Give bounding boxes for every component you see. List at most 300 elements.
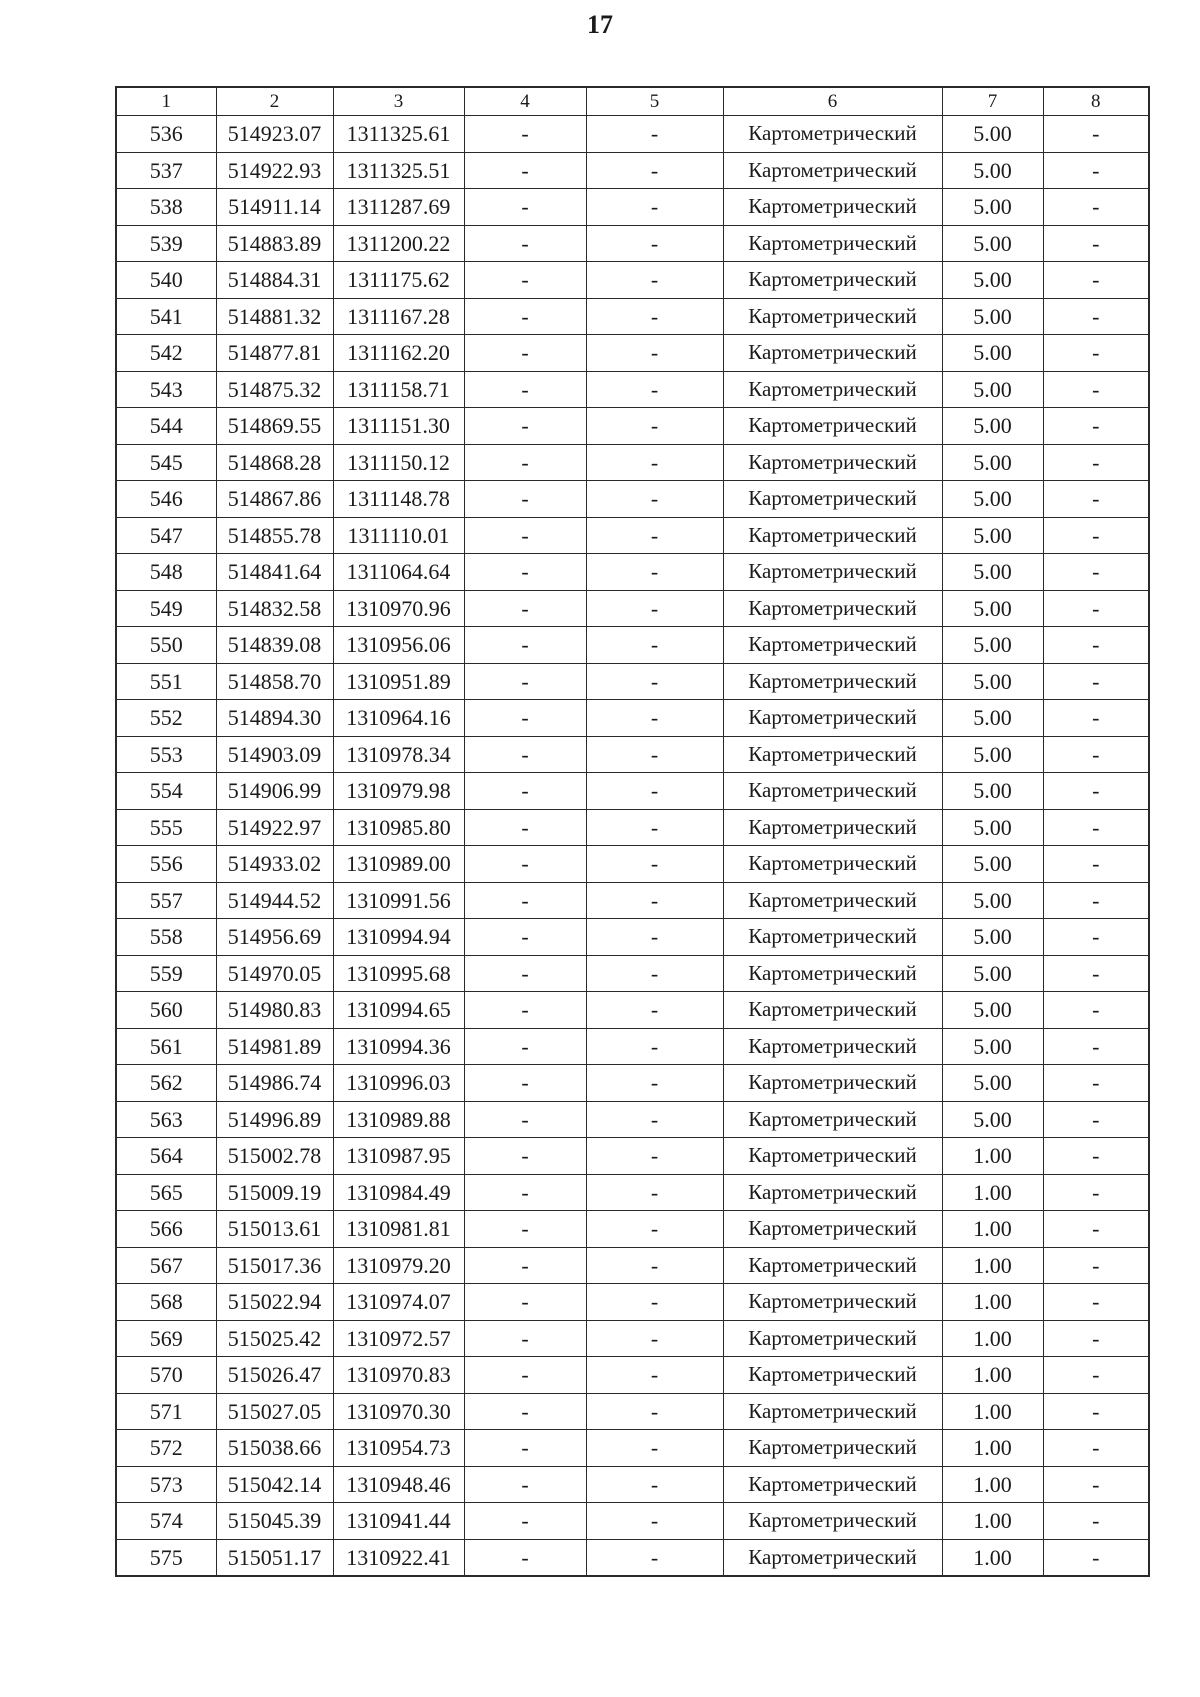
accuracy-cell: 5.00: [942, 590, 1043, 627]
x-coordinate-cell: 515027.05: [216, 1393, 333, 1430]
col5-cell: -: [586, 262, 723, 299]
col8-cell: -: [1043, 1174, 1149, 1211]
method-cell: Картометрический: [723, 1357, 942, 1394]
x-coordinate-cell: 514894.30: [216, 700, 333, 737]
accuracy-cell: 5.00: [942, 189, 1043, 226]
col8-cell: -: [1043, 1028, 1149, 1065]
table-row: [116, 1138, 1149, 1175]
point-number-cell: 562: [116, 1065, 216, 1102]
point-number-cell: 547: [116, 517, 216, 554]
col4-cell: -: [464, 1320, 586, 1357]
col4-cell: -: [464, 1357, 586, 1394]
accuracy-cell: 5.00: [942, 335, 1043, 372]
col5-cell: -: [586, 408, 723, 445]
accuracy-cell: 1.00: [942, 1211, 1043, 1248]
column-header: 2: [216, 87, 333, 116]
col5-cell: -: [586, 919, 723, 956]
col4-cell: -: [464, 335, 586, 372]
col8-cell: -: [1043, 992, 1149, 1029]
col4-cell: -: [464, 444, 586, 481]
accuracy-cell: 1.00: [942, 1174, 1043, 1211]
accuracy-cell: 5.00: [942, 846, 1043, 883]
accuracy-cell: 5.00: [942, 225, 1043, 262]
table-row: [116, 663, 1149, 700]
col8-cell: -: [1043, 663, 1149, 700]
table-row: [116, 992, 1149, 1029]
accuracy-cell: 1.00: [942, 1320, 1043, 1357]
table-row: [116, 627, 1149, 664]
point-number-cell: 554: [116, 773, 216, 810]
col4-cell: -: [464, 225, 586, 262]
point-number-cell: 573: [116, 1466, 216, 1503]
table-row: [116, 882, 1149, 919]
col5-cell: -: [586, 1065, 723, 1102]
accuracy-cell: 5.00: [942, 627, 1043, 664]
method-cell: Картометрический: [723, 1028, 942, 1065]
method-cell: Картометрический: [723, 262, 942, 299]
col8-cell: -: [1043, 262, 1149, 299]
y-coordinate-cell: 1311064.64: [333, 554, 464, 591]
x-coordinate-cell: 515009.19: [216, 1174, 333, 1211]
x-coordinate-cell: 514884.31: [216, 262, 333, 299]
table-row: [116, 371, 1149, 408]
method-cell: Картометрический: [723, 444, 942, 481]
y-coordinate-cell: 1311110.01: [333, 517, 464, 554]
col4-cell: -: [464, 663, 586, 700]
method-cell: Картометрический: [723, 152, 942, 189]
method-cell: Картометрический: [723, 1503, 942, 1540]
col4-cell: -: [464, 189, 586, 226]
accuracy-cell: 1.00: [942, 1247, 1043, 1284]
col4-cell: -: [464, 1028, 586, 1065]
accuracy-cell: 5.00: [942, 736, 1043, 773]
y-coordinate-cell: 1310972.57: [333, 1320, 464, 1357]
col4-cell: -: [464, 298, 586, 335]
col5-cell: -: [586, 846, 723, 883]
x-coordinate-cell: 514832.58: [216, 590, 333, 627]
method-cell: Картометрический: [723, 481, 942, 518]
method-cell: Картометрический: [723, 846, 942, 883]
y-coordinate-cell: 1311158.71: [333, 371, 464, 408]
col5-cell: -: [586, 1174, 723, 1211]
accuracy-cell: 5.00: [942, 955, 1043, 992]
col5-cell: -: [586, 1247, 723, 1284]
accuracy-cell: 5.00: [942, 773, 1043, 810]
col5-cell: -: [586, 809, 723, 846]
method-cell: Картометрический: [723, 225, 942, 262]
col8-cell: -: [1043, 1138, 1149, 1175]
point-number-cell: 564: [116, 1138, 216, 1175]
col8-cell: -: [1043, 1320, 1149, 1357]
table-row: [116, 335, 1149, 372]
col8-cell: -: [1043, 1247, 1149, 1284]
method-cell: Картометрический: [723, 1284, 942, 1321]
col8-cell: -: [1043, 371, 1149, 408]
accuracy-cell: 5.00: [942, 554, 1043, 591]
y-coordinate-cell: 1310970.83: [333, 1357, 464, 1394]
method-cell: Картометрический: [723, 116, 942, 153]
col5-cell: -: [586, 882, 723, 919]
method-cell: Картометрический: [723, 1466, 942, 1503]
table-row: [116, 1065, 1149, 1102]
accuracy-cell: 1.00: [942, 1430, 1043, 1467]
x-coordinate-cell: 515013.61: [216, 1211, 333, 1248]
col8-cell: -: [1043, 1284, 1149, 1321]
col4-cell: -: [464, 481, 586, 518]
point-number-cell: 566: [116, 1211, 216, 1248]
x-coordinate-cell: 514855.78: [216, 517, 333, 554]
x-coordinate-cell: 515045.39: [216, 1503, 333, 1540]
method-cell: Картометрический: [723, 663, 942, 700]
table-header-row: [116, 87, 1149, 116]
col8-cell: -: [1043, 882, 1149, 919]
table-row: [116, 298, 1149, 335]
method-cell: Картометрический: [723, 700, 942, 737]
x-coordinate-cell: 514956.69: [216, 919, 333, 956]
x-coordinate-cell: 514944.52: [216, 882, 333, 919]
col5-cell: -: [586, 444, 723, 481]
y-coordinate-cell: 1310922.41: [333, 1539, 464, 1576]
col5-cell: -: [586, 736, 723, 773]
col4-cell: -: [464, 1101, 586, 1138]
table-row: [116, 700, 1149, 737]
col8-cell: -: [1043, 1065, 1149, 1102]
col8-cell: -: [1043, 1466, 1149, 1503]
x-coordinate-cell: 514903.09: [216, 736, 333, 773]
x-coordinate-cell: 515051.17: [216, 1539, 333, 1576]
table-row: [116, 955, 1149, 992]
method-cell: Картометрический: [723, 298, 942, 335]
accuracy-cell: 5.00: [942, 371, 1043, 408]
col4-cell: -: [464, 554, 586, 591]
x-coordinate-cell: 514881.32: [216, 298, 333, 335]
point-number-cell: 549: [116, 590, 216, 627]
x-coordinate-cell: 514877.81: [216, 335, 333, 372]
col5-cell: -: [586, 517, 723, 554]
point-number-cell: 551: [116, 663, 216, 700]
table-row: [116, 554, 1149, 591]
table-row: [116, 1466, 1149, 1503]
accuracy-cell: 1.00: [942, 1503, 1043, 1540]
x-coordinate-cell: 514970.05: [216, 955, 333, 992]
method-cell: Картометрический: [723, 1320, 942, 1357]
col4-cell: -: [464, 1211, 586, 1248]
x-coordinate-cell: 514867.86: [216, 481, 333, 518]
method-cell: Картометрический: [723, 1101, 942, 1138]
y-coordinate-cell: 1310941.44: [333, 1503, 464, 1540]
point-number-cell: 556: [116, 846, 216, 883]
col8-cell: -: [1043, 700, 1149, 737]
y-coordinate-cell: 1310989.00: [333, 846, 464, 883]
column-header: 1: [116, 87, 216, 116]
col4-cell: -: [464, 517, 586, 554]
y-coordinate-cell: 1311167.28: [333, 298, 464, 335]
col5-cell: -: [586, 1539, 723, 1576]
col8-cell: -: [1043, 152, 1149, 189]
accuracy-cell: 5.00: [942, 882, 1043, 919]
accuracy-cell: 5.00: [942, 262, 1043, 299]
col5-cell: -: [586, 955, 723, 992]
col8-cell: -: [1043, 1430, 1149, 1467]
col8-cell: -: [1043, 955, 1149, 992]
y-coordinate-cell: 1311325.61: [333, 116, 464, 153]
col5-cell: -: [586, 116, 723, 153]
method-cell: Картометрический: [723, 882, 942, 919]
x-coordinate-cell: 514911.14: [216, 189, 333, 226]
accuracy-cell: 5.00: [942, 1065, 1043, 1102]
point-number-cell: 538: [116, 189, 216, 226]
x-coordinate-cell: 514875.32: [216, 371, 333, 408]
y-coordinate-cell: 1310987.95: [333, 1138, 464, 1175]
col5-cell: -: [586, 627, 723, 664]
col4-cell: -: [464, 1284, 586, 1321]
y-coordinate-cell: 1311325.51: [333, 152, 464, 189]
accuracy-cell: 5.00: [942, 116, 1043, 153]
x-coordinate-cell: 514933.02: [216, 846, 333, 883]
table-row: [116, 1393, 1149, 1430]
table-row: [116, 1211, 1149, 1248]
y-coordinate-cell: 1310985.80: [333, 809, 464, 846]
point-number-cell: 541: [116, 298, 216, 335]
x-coordinate-cell: 514980.83: [216, 992, 333, 1029]
col4-cell: -: [464, 371, 586, 408]
point-number-cell: 536: [116, 116, 216, 153]
col8-cell: -: [1043, 919, 1149, 956]
y-coordinate-cell: 1310994.65: [333, 992, 464, 1029]
column-header: 5: [586, 87, 723, 116]
col5-cell: -: [586, 335, 723, 372]
col4-cell: -: [464, 992, 586, 1029]
accuracy-cell: 5.00: [942, 809, 1043, 846]
y-coordinate-cell: 1310994.36: [333, 1028, 464, 1065]
x-coordinate-cell: 514839.08: [216, 627, 333, 664]
table-row: [116, 919, 1149, 956]
accuracy-cell: 5.00: [942, 1028, 1043, 1065]
method-cell: Картометрический: [723, 554, 942, 591]
method-cell: Картометрический: [723, 1393, 942, 1430]
method-cell: Картометрический: [723, 1430, 942, 1467]
point-number-cell: 560: [116, 992, 216, 1029]
y-coordinate-cell: 1310974.07: [333, 1284, 464, 1321]
col5-cell: -: [586, 773, 723, 810]
point-number-cell: 572: [116, 1430, 216, 1467]
col4-cell: -: [464, 1138, 586, 1175]
method-cell: Картометрический: [723, 919, 942, 956]
method-cell: Картометрический: [723, 517, 942, 554]
col5-cell: -: [586, 1028, 723, 1065]
table-body: [116, 116, 1149, 1577]
method-cell: Картометрический: [723, 736, 942, 773]
y-coordinate-cell: 1311150.12: [333, 444, 464, 481]
x-coordinate-cell: 515026.47: [216, 1357, 333, 1394]
y-coordinate-cell: 1311162.20: [333, 335, 464, 372]
x-coordinate-cell: 514996.89: [216, 1101, 333, 1138]
y-coordinate-cell: 1310996.03: [333, 1065, 464, 1102]
accuracy-cell: 1.00: [942, 1284, 1043, 1321]
x-coordinate-cell: 514986.74: [216, 1065, 333, 1102]
point-number-cell: 561: [116, 1028, 216, 1065]
y-coordinate-cell: 1310979.20: [333, 1247, 464, 1284]
col4-cell: -: [464, 1247, 586, 1284]
method-cell: Картометрический: [723, 627, 942, 664]
col4-cell: -: [464, 590, 586, 627]
col8-cell: -: [1043, 225, 1149, 262]
y-coordinate-cell: 1310954.73: [333, 1430, 464, 1467]
x-coordinate-cell: 515038.66: [216, 1430, 333, 1467]
col8-cell: -: [1043, 773, 1149, 810]
table-row: [116, 189, 1149, 226]
accuracy-cell: 5.00: [942, 408, 1043, 445]
y-coordinate-cell: 1310978.34: [333, 736, 464, 773]
point-number-cell: 548: [116, 554, 216, 591]
coordinates-table: [115, 86, 1150, 1577]
table-row: [116, 809, 1149, 846]
method-cell: Картометрический: [723, 1539, 942, 1576]
y-coordinate-cell: 1310970.96: [333, 590, 464, 627]
col5-cell: -: [586, 1466, 723, 1503]
y-coordinate-cell: 1310995.68: [333, 955, 464, 992]
point-number-cell: 569: [116, 1320, 216, 1357]
column-header: 8: [1043, 87, 1149, 116]
accuracy-cell: 1.00: [942, 1393, 1043, 1430]
point-number-cell: 543: [116, 371, 216, 408]
col8-cell: -: [1043, 554, 1149, 591]
col8-cell: -: [1043, 189, 1149, 226]
col4-cell: -: [464, 809, 586, 846]
col5-cell: -: [586, 152, 723, 189]
point-number-cell: 574: [116, 1503, 216, 1540]
col4-cell: -: [464, 1430, 586, 1467]
accuracy-cell: 5.00: [942, 700, 1043, 737]
point-number-cell: 568: [116, 1284, 216, 1321]
col5-cell: -: [586, 1284, 723, 1321]
col4-cell: -: [464, 1539, 586, 1576]
point-number-cell: 539: [116, 225, 216, 262]
point-number-cell: 558: [116, 919, 216, 956]
table-row: [116, 116, 1149, 153]
col8-cell: -: [1043, 590, 1149, 627]
x-coordinate-cell: 514906.99: [216, 773, 333, 810]
col4-cell: -: [464, 1503, 586, 1540]
table-row: [116, 1503, 1149, 1540]
accuracy-cell: 5.00: [942, 1101, 1043, 1138]
x-coordinate-cell: 515017.36: [216, 1247, 333, 1284]
y-coordinate-cell: 1310989.88: [333, 1101, 464, 1138]
table-row: [116, 408, 1149, 445]
col4-cell: -: [464, 262, 586, 299]
method-cell: Картометрический: [723, 1211, 942, 1248]
x-coordinate-cell: 515025.42: [216, 1320, 333, 1357]
y-coordinate-cell: 1310984.49: [333, 1174, 464, 1211]
col8-cell: -: [1043, 1393, 1149, 1430]
col5-cell: -: [586, 189, 723, 226]
method-cell: Картометрический: [723, 335, 942, 372]
table-row: [116, 846, 1149, 883]
x-coordinate-cell: 515002.78: [216, 1138, 333, 1175]
point-number-cell: 542: [116, 335, 216, 372]
table-row: [116, 225, 1149, 262]
col4-cell: -: [464, 700, 586, 737]
x-coordinate-cell: 514868.28: [216, 444, 333, 481]
y-coordinate-cell: 1311175.62: [333, 262, 464, 299]
point-number-cell: 553: [116, 736, 216, 773]
accuracy-cell: 1.00: [942, 1138, 1043, 1175]
col5-cell: -: [586, 1211, 723, 1248]
table-row: [116, 152, 1149, 189]
table-row: [116, 481, 1149, 518]
x-coordinate-cell: 514981.89: [216, 1028, 333, 1065]
y-coordinate-cell: 1311148.78: [333, 481, 464, 518]
method-cell: Картометрический: [723, 773, 942, 810]
table-row: [116, 1247, 1149, 1284]
col4-cell: -: [464, 919, 586, 956]
y-coordinate-cell: 1311200.22: [333, 225, 464, 262]
col5-cell: -: [586, 663, 723, 700]
col8-cell: -: [1043, 335, 1149, 372]
point-number-cell: 545: [116, 444, 216, 481]
col8-cell: -: [1043, 809, 1149, 846]
point-number-cell: 550: [116, 627, 216, 664]
col4-cell: -: [464, 736, 586, 773]
col5-cell: -: [586, 1503, 723, 1540]
column-header: 6: [723, 87, 942, 116]
col8-cell: -: [1043, 1357, 1149, 1394]
x-coordinate-cell: 514923.07: [216, 116, 333, 153]
table-row: [116, 1430, 1149, 1467]
point-number-cell: 567: [116, 1247, 216, 1284]
accuracy-cell: 1.00: [942, 1539, 1043, 1576]
method-cell: Картометрический: [723, 955, 942, 992]
x-coordinate-cell: 514883.89: [216, 225, 333, 262]
col5-cell: -: [586, 225, 723, 262]
col5-cell: -: [586, 1430, 723, 1467]
col4-cell: -: [464, 882, 586, 919]
method-cell: Картометрический: [723, 1247, 942, 1284]
table-row: [116, 1028, 1149, 1065]
col8-cell: -: [1043, 846, 1149, 883]
col5-cell: -: [586, 1320, 723, 1357]
method-cell: Картометрический: [723, 992, 942, 1029]
col4-cell: -: [464, 116, 586, 153]
point-number-cell: 537: [116, 152, 216, 189]
col8-cell: -: [1043, 1503, 1149, 1540]
col8-cell: -: [1043, 1539, 1149, 1576]
col8-cell: -: [1043, 444, 1149, 481]
accuracy-cell: 1.00: [942, 1357, 1043, 1394]
col4-cell: -: [464, 955, 586, 992]
y-coordinate-cell: 1310951.89: [333, 663, 464, 700]
col5-cell: -: [586, 371, 723, 408]
col5-cell: -: [586, 992, 723, 1029]
y-coordinate-cell: 1310991.56: [333, 882, 464, 919]
y-coordinate-cell: 1310970.30: [333, 1393, 464, 1430]
method-cell: Картометрический: [723, 809, 942, 846]
col4-cell: -: [464, 1466, 586, 1503]
point-number-cell: 559: [116, 955, 216, 992]
col8-cell: -: [1043, 116, 1149, 153]
table-row: [116, 262, 1149, 299]
col4-cell: -: [464, 846, 586, 883]
point-number-cell: 557: [116, 882, 216, 919]
point-number-cell: 540: [116, 262, 216, 299]
col8-cell: -: [1043, 408, 1149, 445]
table-row: [116, 736, 1149, 773]
col5-cell: -: [586, 1357, 723, 1394]
accuracy-cell: 5.00: [942, 481, 1043, 518]
point-number-cell: 571: [116, 1393, 216, 1430]
x-coordinate-cell: 514922.97: [216, 809, 333, 846]
method-cell: Картометрический: [723, 1138, 942, 1175]
